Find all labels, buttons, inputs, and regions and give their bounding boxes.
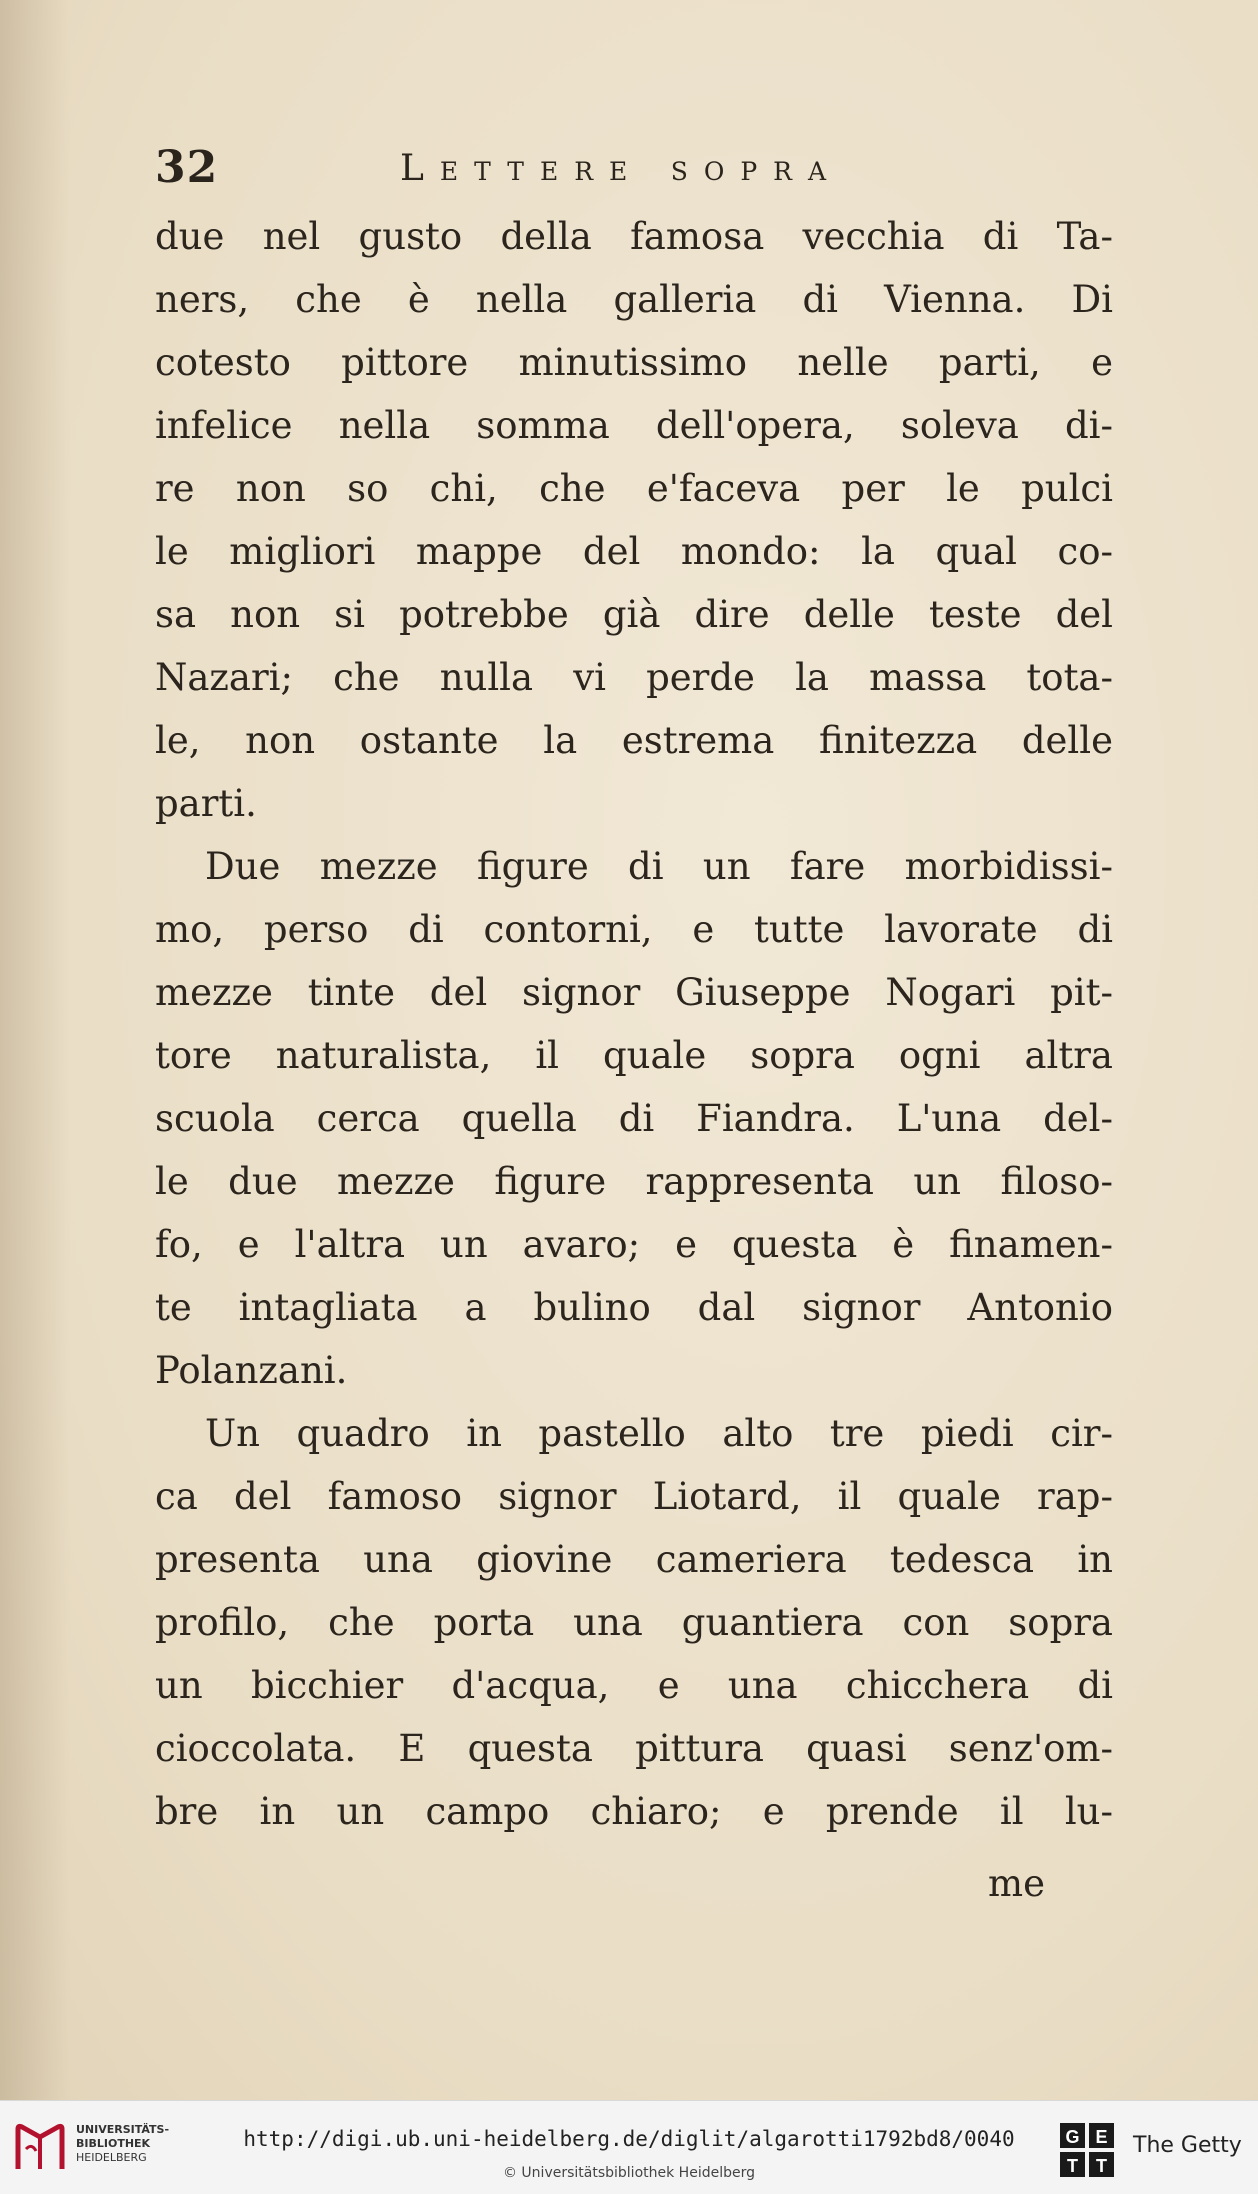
copyright-notice: © Universitätsbibliothek Heidelberg bbox=[502, 2165, 755, 2181]
text-line: infelice nella somma dell'opera, soleva di- bbox=[155, 404, 1113, 447]
text-line: te intagliata a bulino dal signor Antonio bbox=[155, 1286, 1113, 1329]
text-line: due nel gusto della famosa vecchia di Ta- bbox=[155, 215, 1113, 258]
text-line: Nazari; che nulla vi perde la massa tota- bbox=[155, 656, 1113, 699]
text-line: re non so chi, che e'faceva per le pulci bbox=[155, 467, 1113, 510]
footer-bar bbox=[0, 2100, 1258, 2194]
text-line: le migliori mappe del mondo: la qual co- bbox=[155, 530, 1113, 573]
getty-logo-icon bbox=[1058, 2121, 1116, 2179]
library-name-line: HEIDELBERG bbox=[76, 2151, 147, 2164]
text-line: le, non ostante la estrema finitezza delle bbox=[155, 719, 1113, 762]
text-line: Due mezze figure di un fare morbidissi- bbox=[205, 845, 1113, 888]
text-line: Polanzani. bbox=[155, 1349, 348, 1392]
svg-text:G: G bbox=[1065, 2127, 1080, 2147]
library-name-line: UNIVERSITÄTS- bbox=[76, 2123, 170, 2136]
text-line: parti. bbox=[155, 782, 257, 825]
body-text bbox=[155, 205, 1113, 1843]
text-line: bre in un campo chiaro; e prende il lu- bbox=[155, 1790, 1113, 1833]
text-line: mo, perso di contorni, e tutte lavorate di bbox=[155, 908, 1113, 951]
text-line: ca del famoso signor Liotard, il quale rap- bbox=[155, 1475, 1113, 1518]
text-line: Un quadro in pastello alto tre piedi cir- bbox=[205, 1412, 1113, 1455]
text-line: un bicchier d'acqua, e una chicchera di bbox=[155, 1664, 1113, 1707]
text-line: cotesto pittore minutissimo nelle parti, e bbox=[155, 341, 1113, 384]
library-name-line: BIBLIOTHEK bbox=[76, 2137, 151, 2150]
text-line: fo, e l'altra un avaro; e questa è finamen- bbox=[155, 1223, 1113, 1266]
text-line: profilo, che porta una guantiera con sopra bbox=[155, 1601, 1113, 1644]
svg-text:E: E bbox=[1095, 2127, 1108, 2147]
text-line: cioccolata. E questa pittura quasi senz'om- bbox=[155, 1727, 1113, 1770]
text-line: ners, che è nella galleria di Vienna. Di bbox=[155, 278, 1113, 321]
page-number: 32 bbox=[155, 142, 219, 193]
getty-name: The Getty bbox=[1133, 2133, 1242, 2158]
text-line: le due mezze figure rappresenta un filoso- bbox=[155, 1160, 1113, 1203]
svg-text:T: T bbox=[1096, 2156, 1107, 2176]
page-header bbox=[155, 142, 1100, 198]
permalink-url[interactable]: http://digi.ub.uni-heidelberg.de/diglit/algarotti1792bd8/0040 bbox=[243, 2127, 1015, 2151]
svg-text:T: T bbox=[1067, 2156, 1078, 2176]
catchword: me bbox=[988, 1862, 1045, 1905]
text-line: mezze tinte del signor Giuseppe Nogari pit- bbox=[155, 971, 1113, 1014]
text-line: sa non si potrebbe già dire delle teste del bbox=[155, 593, 1113, 636]
text-line: scuola cerca quella di Fiandra. L'una del- bbox=[155, 1097, 1113, 1140]
text-line: tore naturalista, il quale sopra ogni altra bbox=[155, 1034, 1113, 1077]
running-title: Lettere sopra bbox=[400, 148, 843, 189]
text-line: presenta una giovine cameriera tedesca in bbox=[155, 1538, 1113, 1581]
